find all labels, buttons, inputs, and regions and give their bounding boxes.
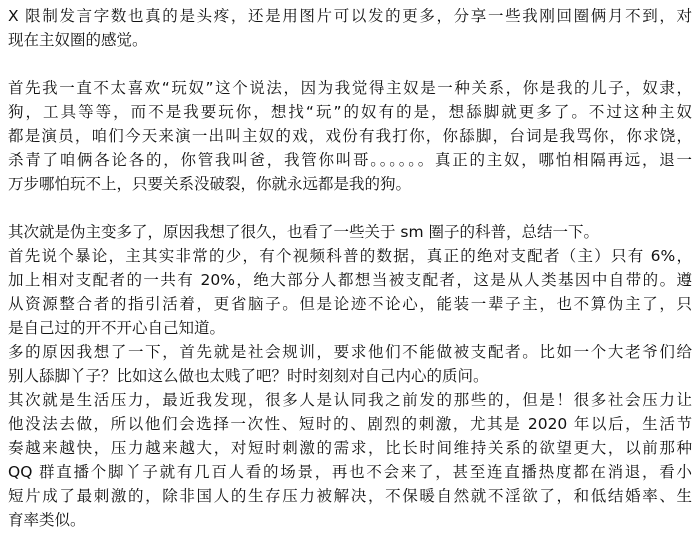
text-line: 短片成了最刺激的，除非国人的生存压力被解决，不保暖自然就不淫欲了，和低结婚率、生 [8,487,692,505]
text-line: 加上相对支配者的一共有 20%，绝大部分人都想当被支配者，这是从人类基因中自带的。遵 [8,271,692,289]
paragraph-spacer [8,52,692,76]
text-line: X 限制发言字数也真的是头疼，还是用图片可以发的更多，分享一些我刚回圈俩月不到，对 [8,7,692,25]
paragraph-spacer [8,196,692,220]
text-line: 多的原因我想了一下，首先就是社会规训，要求他们不能做被支配者。比如一个大老爷们给 [8,343,692,361]
text-line: 现在主奴圈的感觉。 [8,31,148,49]
text-line: 奏越来越快，压力越来越大，对短时刺激的需求，比长时间维持关系的欲望更大，以前那种 [8,439,692,457]
text-line: 狗，工具等等，而不是我要玩你，想找“玩”的奴有的是，想舔脚就更多了。不过这种主奴 [8,103,692,121]
text-line: 育率类似。 [8,511,86,529]
text-line: 首先我一直不太喜欢“玩奴”这个说法，因为我觉得主奴是一种关系，你是我的儿子，奴隶， [8,79,692,97]
text-line: 其次就是伪主变多了，原因我想了很久，也看了一些关于 sm 圈子的科普，总结一下。 [8,223,600,241]
text-line: 是自己过的开不开心自己知道。 [8,319,226,337]
text-line: 首先说个暴论，主其实非常的少，有个视频科普的数据，真正的绝对支配者（主）只有 6%， [8,247,692,265]
text-line: 他没法去做，所以他们会选择一次性、短时的、剧烈的刺激，尤其是 2020 年以后，生活节 [8,415,692,433]
text-line: 其次就是生活压力，最近我发现，很多人是认同我之前发的那些的，但是！很多社会压力让 [8,391,692,409]
text-line: QQ 群直播个脚丫子就有几百人看的场景，再也不会来了，甚至连直播热度都在消退，看小 [8,463,692,481]
text-line: 从资源整合者的指引活着，更省脑子。但是论迹不论心，能装一辈子主，也不算伪主了，只 [8,295,692,313]
text-line: 万步哪怕玩不上，只要关系没破裂，你就永远都是我的狗。 [8,175,412,193]
text-line: 都是演员，咱们今天来演一出叫主奴的戏，戏份有我打你，你舔脚，台词是我骂你，你求饶， [8,127,692,145]
text-line: 别人舔脚丫子？比如这么做也太贱了吧？时时刻刻对自己内心的质问。 [8,367,489,385]
text-line: 杀青了咱俩各论各的，你管我叫爸，我管你叫哥。。。。。。真正的主奴，哪怕相隔再远，退一 [8,151,692,169]
